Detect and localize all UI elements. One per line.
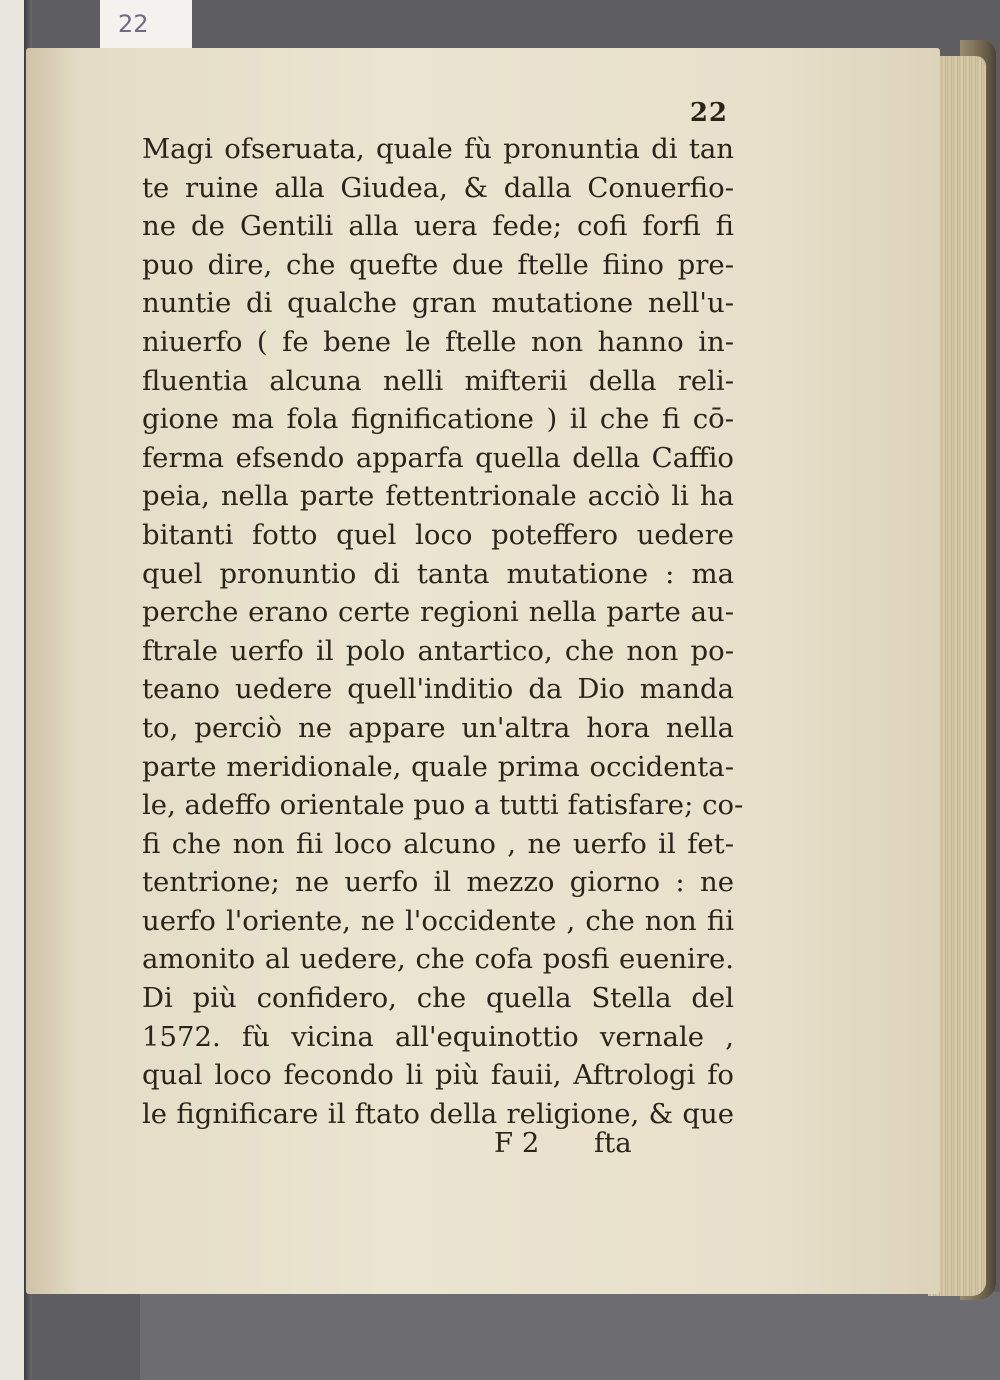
text-line: uerfo l'oriente, ne l'occidente , che non fii — [142, 904, 734, 937]
text-line: to, perciò ne appare un'altra hora nella — [142, 711, 734, 744]
text-line: le, adeffo orientale puo a tutti fatisfare; co- — [142, 789, 744, 822]
text-line: te ruine alla Giudea, & dalla Conuerfio- — [142, 171, 734, 204]
text-line: 1572. fù vicina all'equinottio vernale , — [142, 1020, 734, 1053]
text-line: ne de Gentili alla uera fede; cofi forfi fi — [142, 210, 734, 243]
book-cover-board — [140, 1292, 1000, 1380]
text-line: amonito al uedere, che cofa posfi euenire. — [142, 943, 734, 976]
text-line: perche erano certe regioni nella parte au- — [142, 596, 734, 629]
text-line: tentrione; ne uerfo il mezzo giorno : ne — [142, 866, 734, 899]
text-line: niuerfo ( fe bene le ftelle non hanno in- — [142, 325, 734, 358]
text-line: qual loco fecondo li più fauii, Aftrologi fo — [142, 1059, 734, 1092]
text-line: peia, nella parte fettentrionale acciò li ha — [142, 480, 734, 513]
text-line: quel pronuntio di tanta mutatione : ma — [142, 557, 734, 590]
text-line: fi che non fii loco alcuno , ne uerfo il fet- — [142, 827, 734, 860]
text-line: parte meridionale, quale prima occidenta- — [142, 750, 734, 783]
catchword: fta — [594, 1127, 632, 1159]
page-number: 22 — [689, 98, 728, 128]
text-line: nuntie di qualche gran mutatione nell'u- — [142, 287, 734, 320]
text-line: le fignificare il ftato della religione, & que — [142, 1097, 734, 1130]
text-line: puo dire, che quefte due ftelle fiino pre- — [142, 248, 734, 281]
archive-label-number: 22 — [118, 10, 149, 38]
text-line: ferma efsendo apparfa quella della Caffio — [142, 441, 734, 474]
body-text — [142, 130, 744, 1133]
text-line: bitanti fotto quel loco poteffero uedere — [142, 518, 734, 551]
text-line: Di più confidero, che quella Stella del — [142, 982, 734, 1015]
text-line: fluentia alcuna nelli mifterii della reli- — [142, 364, 734, 397]
left-page-edge — [0, 0, 24, 1380]
text-line: gione ma fola fignificatione ) il che fi cō- — [142, 403, 734, 436]
text-line: ftrale uerfo il polo antartico, che non po- — [142, 634, 734, 667]
text-line: teano uedere quell'inditio da Dio manda — [142, 673, 734, 706]
book-page — [26, 48, 940, 1294]
page-footer — [116, 1127, 708, 1167]
signature-mark: F 2 — [494, 1127, 540, 1159]
text-line: Magi ofseruata, quale fù pronuntia di tan — [142, 133, 734, 165]
